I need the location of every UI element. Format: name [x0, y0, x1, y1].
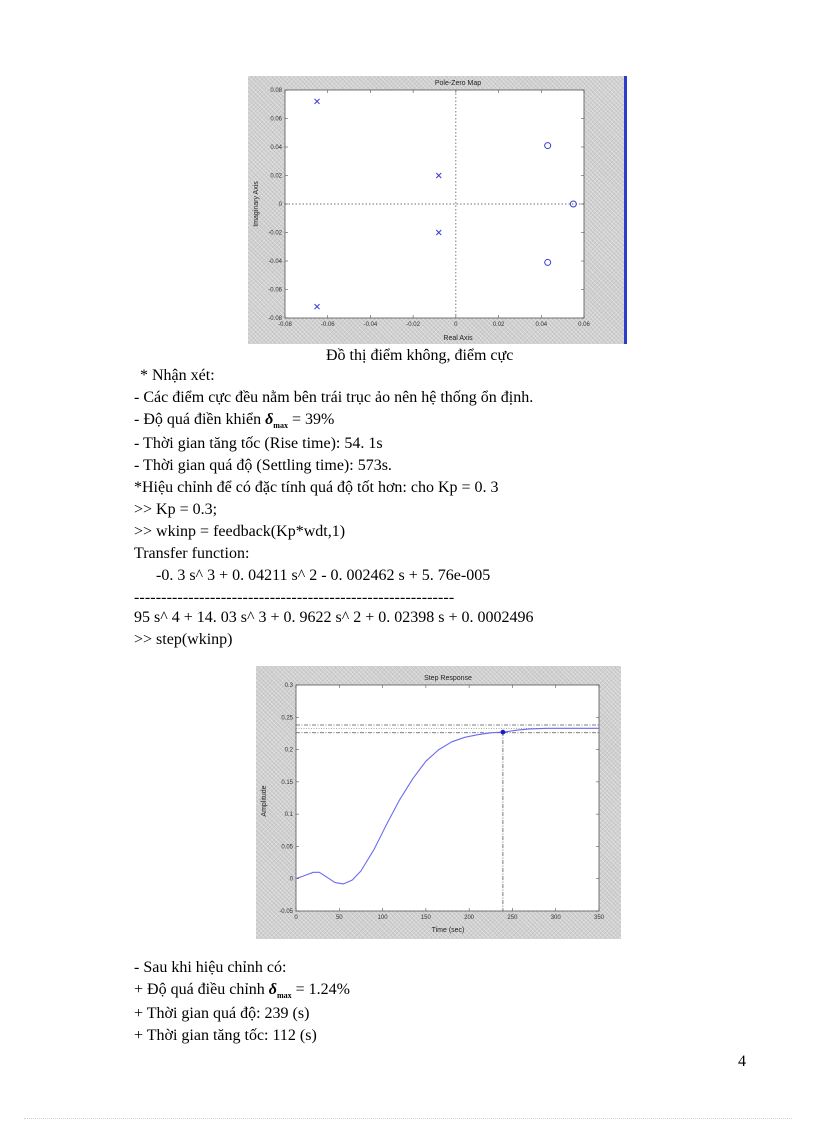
pole-zero-caption: Đồ thị điểm không, điểm cực — [326, 347, 514, 364]
command-3: >> step(wkinp) — [134, 631, 233, 648]
delta-symbol-2: $\delta_{max}$ — [268, 981, 292, 1001]
x-tick-label: 0 — [294, 915, 298, 921]
after-tuning-line-1: - Sau khi hiệu chỉnh có: — [134, 959, 287, 976]
step-ylabel: Amplitude — [261, 785, 268, 817]
remark-line-2 — [134, 410, 334, 436]
pz-right-bar — [624, 76, 627, 344]
x-tick-label: 350 — [593, 915, 605, 921]
after-tuning-line-2-prefix: + Độ quá điều chỉnh — [134, 981, 269, 998]
y-tick-label: 0.06 — [270, 116, 282, 123]
transfer-function-label: Transfer function: — [134, 545, 250, 562]
x-tick-label: 250 — [507, 915, 518, 921]
step-title: Step Response — [424, 675, 472, 682]
x-tick-label: -0.04 — [363, 322, 378, 328]
x-tick-label: 300 — [550, 915, 561, 921]
x-tick-label: 50 — [335, 915, 343, 921]
x-tick-label: 200 — [464, 915, 475, 921]
after-tuning-line-3: + Thời gian quá độ: 239 (s) — [134, 1005, 310, 1022]
y-tick-label: 0.04 — [270, 145, 282, 151]
remark-line-2-suffix: = 39% — [287, 411, 335, 428]
y-tick-label: 0.05 — [281, 844, 293, 851]
y-tick-label: 0.15 — [281, 779, 293, 786]
y-tick-label: 0.08 — [270, 88, 282, 94]
y-tick-label: 0.3 — [284, 683, 293, 689]
remark-line-3: - Thời gian tăng tốc (Rise time): 54. 1s — [134, 435, 383, 452]
y-tick-label: 0 — [289, 876, 293, 883]
plot-area — [285, 90, 584, 318]
command-2: >> wkinp = feedback(Kp*wdt,1) — [134, 523, 346, 540]
plot-area — [296, 685, 599, 911]
page-number: 4 — [738, 1053, 746, 1070]
y-tick-label: 0.02 — [270, 173, 282, 180]
x-tick-label: 100 — [377, 915, 388, 921]
x-tick-label: 0 — [454, 322, 458, 328]
y-tick-label: -0.08 — [268, 316, 282, 322]
x-tick-label: 0.02 — [492, 322, 505, 328]
pz-title: Pole-Zero Map — [434, 80, 482, 87]
remark-line-1: - Các điểm cực đều nằm bên trái trục ảo nên hệ thống ổn định. — [134, 389, 534, 406]
pole-zero-plot — [248, 76, 626, 344]
transfer-denominator: 95 s^ 4 + 14. 03 s^ 3 + 0. 9622 s^ 2 + 0. 02398 s + 0. 0002496 — [134, 609, 534, 626]
command-1: >> Kp = 0.3; — [134, 501, 218, 518]
remark-line-4: - Thời gian quá độ (Settling time): 573s. — [134, 457, 392, 474]
y-tick-label: -0.05 — [279, 909, 293, 915]
after-tuning-line-2-suffix: = 1.24% — [291, 981, 351, 998]
pole-zero-figure — [248, 76, 626, 344]
footer-divider — [24, 1118, 792, 1119]
after-tuning-line-4: + Thời gian tăng tốc: 112 (s) — [134, 1027, 317, 1044]
y-tick-label: 0.2 — [284, 747, 293, 754]
step-response-plot — [256, 666, 621, 939]
y-tick-label: 0.1 — [284, 812, 293, 819]
x-tick-label: 0.04 — [535, 322, 548, 328]
remark-line-5: *Hiệu chỉnh để có đặc tính quá độ tốt hơn: cho Kp = 0. 3 — [134, 479, 499, 496]
after-tuning-line-2 — [134, 980, 350, 1006]
x-tick-label: 150 — [420, 915, 431, 921]
x-tick-label: -0.02 — [406, 322, 420, 328]
x-tick-label: -0.06 — [320, 322, 335, 328]
y-tick-label: -0.04 — [268, 259, 282, 265]
transfer-numerator: -0. 3 s^ 3 + 0. 04211 s^ 2 - 0. 002462 s + 5. 76e-005 — [156, 567, 491, 584]
pz-xlabel: Real Axis — [443, 335, 473, 342]
step-response-figure — [256, 666, 621, 939]
y-tick-label: -0.06 — [268, 287, 282, 294]
remark-heading: * Nhận xét: — [140, 367, 215, 384]
pz-ylabel: Imaginary Axis — [253, 181, 260, 227]
remark-line-2-prefix: - Độ quá điền khiển — [134, 411, 266, 428]
x-tick-label: -0.08 — [278, 322, 292, 328]
x-tick-label: 0.06 — [578, 322, 590, 328]
step-xlabel: Time (sec) — [431, 927, 465, 934]
y-tick-label: -0.02 — [268, 230, 282, 237]
settling-time-marker — [501, 730, 506, 735]
delta-symbol: $\delta_{max}$ — [265, 411, 288, 431]
y-tick-label: 0.25 — [281, 715, 293, 722]
y-tick-label: 0 — [278, 202, 282, 208]
fraction-bar: ----------------------------------------------------------- — [134, 589, 455, 606]
